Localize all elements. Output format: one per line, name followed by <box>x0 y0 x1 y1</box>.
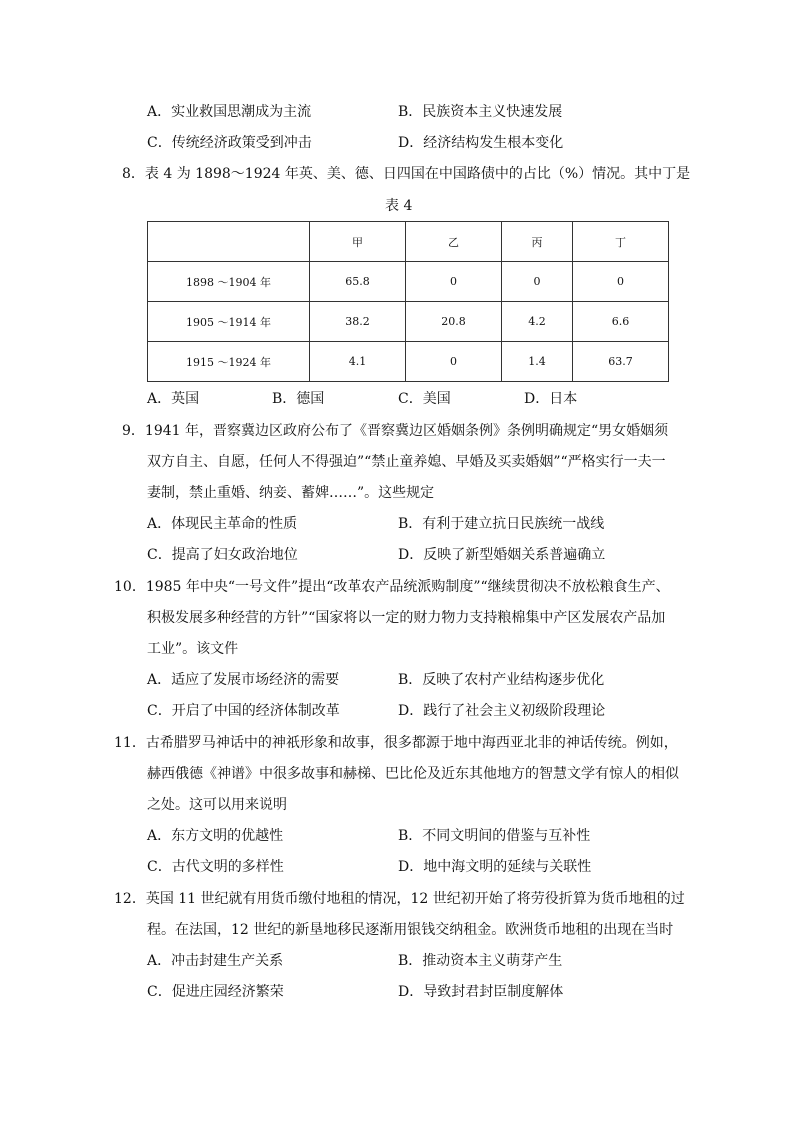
q12-option-a[interactable]: A．冲击封建生产关系 <box>147 953 284 969</box>
q11-option-d[interactable]: D．地中海文明的延续与关联性 <box>398 859 592 875</box>
table-row-header: 1915 ～1924 年 <box>148 342 310 382</box>
q11-option-b[interactable]: B．不同文明间的借鉴与互补性 <box>398 828 591 844</box>
q11-stem-line: 赫西俄德《神谱》中很多故事和赫梯、巴比伦及近东其他地方的智慧文学有惊人的相似 <box>147 766 679 782</box>
q8-option-b[interactable]: B．德国 <box>272 391 325 407</box>
q7-option-a[interactable]: A．实业救国思潮成为主流 <box>147 104 312 120</box>
table-header-cell: 丙 <box>502 222 573 262</box>
q10-option-c[interactable]: C．开启了中国的经济体制改革 <box>147 703 340 719</box>
q7-option-d[interactable]: D．经济结构发生根本变化 <box>398 135 564 151</box>
q9-stem-line: 双方自主、自愿，任何人不得强迫”“禁止童养媳、早婚及买卖婚姻”“严格实行一夫一 <box>147 454 666 470</box>
table-header-cell: 乙 <box>406 222 502 262</box>
table-cell: 0 <box>573 262 669 302</box>
table-row <box>148 302 669 342</box>
q8-option-c[interactable]: C．美国 <box>398 391 451 407</box>
table-cell: 1.4 <box>502 342 573 382</box>
table-cell: 20.8 <box>406 302 502 342</box>
q10-stem-line: 10．1985 年中央“一号文件”提出“改革农产品统派购制度”“继续贯彻决不放松粮食生产、 <box>114 579 670 595</box>
table-cell: 4.1 <box>310 342 406 382</box>
q12-option-d[interactable]: D．导致封君封臣制度解体 <box>398 984 564 1000</box>
q11-stem-line: 之处。这可以用来说明 <box>147 797 287 813</box>
table-header-cell: 甲 <box>310 222 406 262</box>
table-header-cell: 丁 <box>573 222 669 262</box>
table-cell: 4.2 <box>502 302 573 342</box>
table-header-row <box>148 222 669 262</box>
table-row <box>148 262 669 302</box>
q9-option-b[interactable]: B．有利于建立抗日民族统一战线 <box>398 516 605 532</box>
table-cell: 63.7 <box>573 342 669 382</box>
table-row <box>148 342 669 382</box>
table-row-header: 1898 ～1904 年 <box>148 262 310 302</box>
q8-table-title: 表 4 <box>385 198 413 214</box>
q9-stem-line: 9．1941 年，晋察冀边区政府公布了《晋察冀边区婚姻条例》条例明确规定“男女婚姻须 <box>122 423 669 439</box>
q12-option-b[interactable]: B．推动资本主义萌芽产生 <box>398 953 563 969</box>
q11-stem-line: 11．古希腊罗马神话中的神祇形象和故事，很多都源于地中海西亚北非的神话传统。例如， <box>114 735 678 751</box>
table-cell: 38.2 <box>310 302 406 342</box>
q8-stem: 8．表 4 为 1898～1924 年英、美、德、日四国在中国路债中的占比（%）情况。其中丁是 <box>122 166 691 182</box>
q8-option-d[interactable]: D．日本 <box>524 391 578 407</box>
q12-option-c[interactable]: C．促进庄园经济繁荣 <box>147 984 284 1000</box>
q11-option-a[interactable]: A．东方文明的优越性 <box>147 828 284 844</box>
q10-option-a[interactable]: A．适应了发展市场经济的需要 <box>147 672 340 688</box>
q10-option-b[interactable]: B．反映了农村产业结构逐步优化 <box>398 672 605 688</box>
q10-stem-line: 工业”。该文件 <box>147 641 239 657</box>
q11-option-c[interactable]: C．古代文明的多样性 <box>147 859 284 875</box>
q9-option-c[interactable]: C．提高了妇女政治地位 <box>147 547 298 563</box>
q10-stem-line: 积极发展多种经营的方针”“国家将以一定的财力物力支持粮棉集中产区发展农产品加 <box>147 610 666 626</box>
q9-option-d[interactable]: D．反映了新型婚姻关系普遍确立 <box>398 547 606 563</box>
table-row-header: 1905 ～1914 年 <box>148 302 310 342</box>
table-cell: 0 <box>406 262 502 302</box>
q10-option-d[interactable]: D．践行了社会主义初级阶段理论 <box>398 703 606 719</box>
q8-option-a[interactable]: A．英国 <box>147 391 200 407</box>
table-cell: 0 <box>406 342 502 382</box>
q9-stem-line: 妻制，禁止重婚、纳妾、蓄婢……”。这些规定 <box>147 485 435 501</box>
table-cell: 65.8 <box>310 262 406 302</box>
q7-option-b[interactable]: B．民族资本主义快速发展 <box>398 104 563 120</box>
q7-option-c[interactable]: C．传统经济政策受到冲击 <box>147 135 312 151</box>
table-cell: 0 <box>502 262 573 302</box>
table-header-cell <box>148 222 310 262</box>
q9-option-a[interactable]: A．体现民主革命的性质 <box>147 516 298 532</box>
table-cell: 6.6 <box>573 302 669 342</box>
q12-stem-line: 12．英国 11 世纪就有用货币缴付地租的情况，12 世纪初开始了将劳役折算为货币地租的过 <box>114 891 685 907</box>
q8-data-table <box>147 221 669 382</box>
q12-stem-line: 程。在法国，12 世纪的新垦地移民逐渐用银钱交纳租金。欧洲货币地租的出现在当时 <box>147 922 674 938</box>
